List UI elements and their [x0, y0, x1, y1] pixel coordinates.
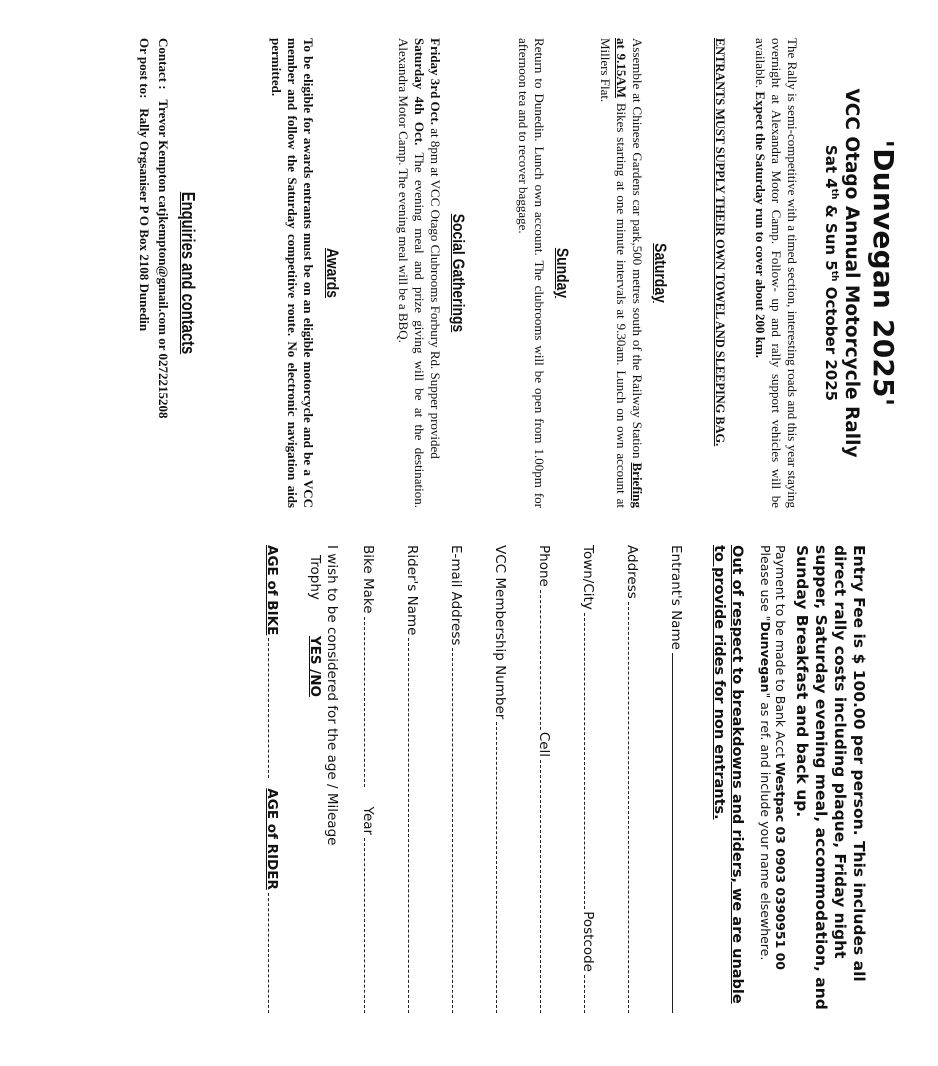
vcc-number-line[interactable]: [496, 722, 498, 1013]
rally-dates: Sat 4th & Sun 5th October 2025: [822, 144, 840, 402]
town-city-field[interactable]: [580, 545, 598, 1015]
trophy-word: Trophy: [307, 555, 323, 600]
town-city-label: Town/City: [580, 545, 596, 610]
rally-info-column: [0, 38, 938, 508]
saturday-paragraph: Assemble at Chinese Gardens car park,500 metres south of the Railway Station Briefing at 9.15AM Bikes starting at one minute intervals at 9.30am. Lunch on own account at Millers Flat.: [598, 38, 645, 508]
cell-label: Cell: [536, 731, 552, 758]
town-city-line[interactable]: [584, 613, 586, 909]
address-line[interactable]: [628, 602, 630, 1013]
awards-paragraph: To be eligible for awards entrants must be on an eligible motorcycle and be a VCC member and follow the Saturday competitive route. No electronic navigation aids permitted.: [269, 38, 316, 508]
breakdown-notice: Out of respect to breakdowns and riders, we are unable to provide rides for non entrants.: [711, 545, 745, 1004]
email-label: E-mail Address: [448, 545, 464, 646]
age-rider-label: AGE of RIDER: [264, 788, 280, 890]
intro-paragraph: The Rally is semi-competitive with a timed section, interesting roads and this year staying overnight at Alexandra Motor Camp. Follow- up and rally support vehicles will be available. Expect the Saturday run to cover about 200 km.: [753, 38, 800, 508]
enquiries-heading: Enquiries and contacts: [178, 191, 198, 355]
riders-name-label: Rider's Name: [404, 545, 420, 636]
email-line[interactable]: [452, 648, 454, 1013]
year-label: Year: [360, 806, 376, 836]
age-rider-line[interactable]: [268, 893, 270, 1013]
contact-line: Contact : Trevor Kempton catjkempton@gmail.com or 0272215208: [156, 38, 171, 419]
postcode-label: Postcode: [580, 911, 596, 972]
phone-field[interactable]: [536, 545, 554, 1015]
entry-fee-text: Entry Fee is $ 100.00 per person. This includes all direct rally costs including plaque, Friday night supper, Saturday evening meal, accommodation, and Sunday Breakfast and back up.: [793, 545, 868, 1010]
address-field[interactable]: [624, 545, 642, 1015]
yes-no-choice[interactable]: YES /NO: [307, 635, 323, 698]
bike-make-line[interactable]: [364, 617, 366, 787]
trophy-text: I wish to be considered for the age / Mileage: [324, 545, 340, 846]
phone-label: Phone: [536, 545, 552, 587]
vcc-number-field[interactable]: [492, 545, 510, 1015]
riders-name-line[interactable]: [408, 638, 410, 1013]
vcc-number-label: VCC Membership Number: [492, 545, 508, 720]
page-title: 'Dunvegan 2025': [867, 139, 900, 407]
sunday-paragraph: Return to Dunedin. Lunch own account. The clubrooms will be open from 1.00pm for afternoon tea and to recover baggage.: [516, 38, 547, 508]
age-bike-line[interactable]: [268, 638, 270, 778]
cell-line[interactable]: [540, 760, 542, 1013]
sunday-heading: Sunday: [553, 247, 572, 299]
postcode-line[interactable]: [584, 975, 586, 1013]
email-field[interactable]: [448, 545, 466, 1015]
address-label: Address: [624, 545, 640, 599]
payment-text: Payment to be made to Bank Acct Westpac 03 0903 0390951 00 Please use "Dunvegan" as ref. and include your name elsewhere.: [758, 545, 788, 971]
bike-make-field[interactable]: [360, 545, 378, 1015]
entrant-name-line[interactable]: [672, 653, 674, 1013]
trophy-option: [306, 545, 340, 1015]
towel-notice: ENTRANTS MUST SUPPLY THEIR OWN TOWEL AND SLEEPING BAG.: [713, 38, 728, 447]
riders-name-field[interactable]: [404, 545, 422, 1015]
post-line: Or post to: Rally Orgsaniser P O Box 2108 Dunedin: [137, 38, 152, 332]
bike-make-label: Bike Make: [360, 545, 376, 614]
entrant-name-label: Entrant's Name: [668, 545, 684, 650]
social-paragraph: Friday 3rd Oct. at 8pm at VCC Otago Clubrooms Forbury Rd. Supper provided Saturday 4th Oct. The evening meal and prize giving will be at the destination. Alexandra Motor Camp. The evening meal will be a BBQ.: [396, 38, 443, 508]
phone-line[interactable]: [540, 590, 542, 730]
saturday-heading: Saturday: [651, 243, 670, 303]
age-field[interactable]: [264, 545, 282, 1015]
page-subtitle: VCC Otago Annual Motorcycle Rally: [841, 88, 862, 458]
entrant-name-field[interactable]: [668, 545, 686, 1015]
awards-heading: Awards: [323, 247, 342, 299]
social-heading: Social Gatherings: [449, 213, 468, 333]
age-bike-label: AGE of BIKE: [264, 545, 280, 636]
year-line[interactable]: [364, 838, 366, 1013]
entry-form-column: [0, 545, 938, 1015]
